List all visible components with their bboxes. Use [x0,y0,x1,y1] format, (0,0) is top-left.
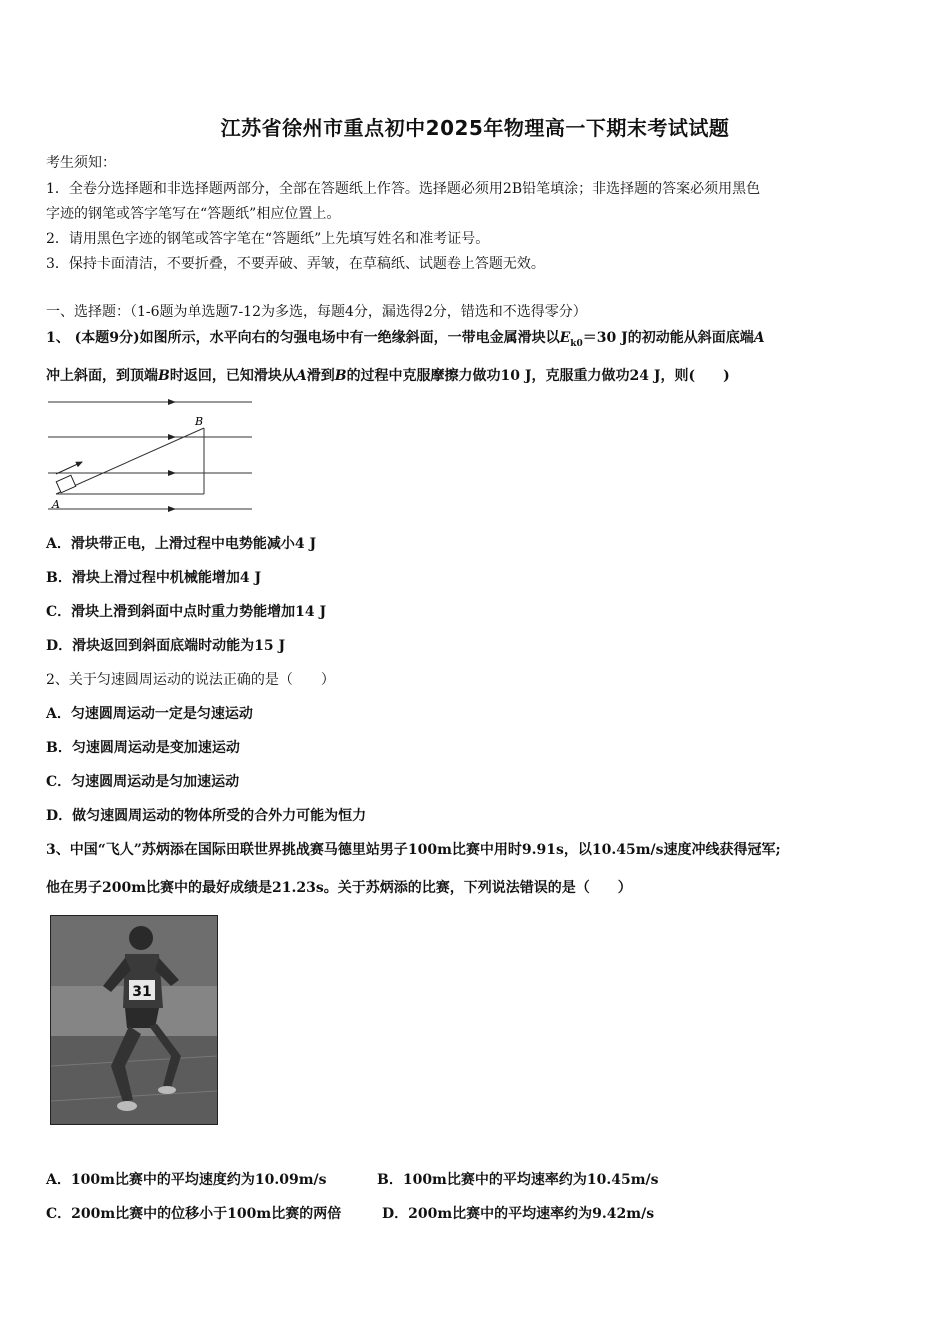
slider-block [56,475,75,492]
q3-stem-line1: 3、中国“飞人”苏炳添在国际田联世界挑战赛马德里站男子100m比赛中用时9.91s，以10.45m/s速度冲线获得冠军; [46,842,781,858]
field-arrow-3 [168,470,176,476]
field-arrow-4 [168,506,176,512]
fig-label-a: A [52,498,60,511]
q1-text-e: 滑到 [306,368,335,384]
q2-option-b: B．匀速圆周运动是变加速运动 [46,740,240,756]
sprinter-photo [50,915,218,1125]
q1-option-b: B．滑块上滑过程中机械能增加4 J [46,570,262,586]
q1-text-c: 冲上斜面，到顶端 [46,368,158,384]
q1-option-c: C．滑块上滑到斜面中点时重力势能增加14 J [46,604,327,620]
page-title: 江苏省徐州市重点初中2025年物理高一下期末考试试题 [220,116,730,140]
q1-point-a-2: A [295,368,307,384]
q1-option-a: A．滑块带正电，上滑过程中电势能减小4 J [46,536,317,552]
q1-incline-figure [46,398,256,514]
q3-option-d: D．200m比赛中的平均速率约为9.42m/s [382,1206,655,1222]
incline-slope [56,428,204,494]
q1-text-b: ＝30 J的初动能从斜面底端 [582,330,754,346]
notice-item-3: 3．保持卡面清洁，不要折叠，不要弄破、弄皱，在草稿纸、试题卷上答题无效。 [46,256,545,272]
q3-option-a: A．100m比赛中的平均速度约为10.09m/s [46,1172,327,1188]
section-heading: 一、选择题：（1-6题为单选题7-12为多选，每题4分，漏选得2分，错选和不选得零分） [46,304,587,320]
velocity-arrow [56,462,82,474]
notice-item-1-cont: 字迹的钢笔或答字笔写在“答题纸”相应位置上。 [46,206,341,222]
q1-stem-line2 [46,365,730,385]
fig-label-b: B [195,415,204,428]
q2-stem: 2、关于匀速圆周运动的说法正确的是（ ） [46,672,335,688]
notice-item-2: 2．请用黑色字迹的钢笔或答字笔在“答题纸”上先填写姓名和准考证号。 [46,231,490,247]
q1-stem-line1 [46,327,765,349]
q3-option-c: C．200m比赛中的位移小于100m比赛的两倍 [46,1206,342,1222]
q3-option-b: B．100m比赛中的平均速率约为10.45m/s [377,1172,659,1188]
q1-point-b: B [158,368,170,384]
q1-energy-symbol: E [559,330,571,346]
q1-text-f: 的过程中克服摩擦力做功10 J，克服重力做功24 J，则( ) [346,368,730,384]
q1-text-d: 时返回，已知滑块从 [169,368,296,384]
q1-point-a: A [753,330,765,346]
q3-stem-line2: 他在男子200m比赛中的最好成绩是21.23s。关于苏炳添的比赛，下列说法错误的是（ ） [46,880,632,896]
sprinter-illustration [51,916,217,1124]
notice-item-1: 1．全卷分选择题和非选择题两部分，全部在答题纸上作答。选择题必须用2B铅笔填涂；非选择题的答案必须用黑色 [46,181,761,197]
q1-option-d: D．滑块返回到斜面底端时动能为15 J [46,638,286,654]
q1-text-a: 1、 (本题9分)如图所示，水平向右的匀强电场中有一绝缘斜面，一带电金属滑块以 [46,330,560,346]
q2-option-c: C．匀速圆周运动是匀加速运动 [46,774,240,790]
q2-option-a: A．匀速圆周运动一定是匀速运动 [46,706,253,722]
field-arrow-1 [168,399,176,405]
bib-number: 31 [132,984,152,1000]
notice-heading: 考生须知： [46,155,116,171]
q1-energy-sub: k0 [570,338,583,349]
q1-point-b-2: B [334,368,347,384]
field-arrow-2 [168,434,176,440]
q2-option-d: D．做匀速圆周运动的物体所受的合外力可能为恒力 [46,808,367,824]
